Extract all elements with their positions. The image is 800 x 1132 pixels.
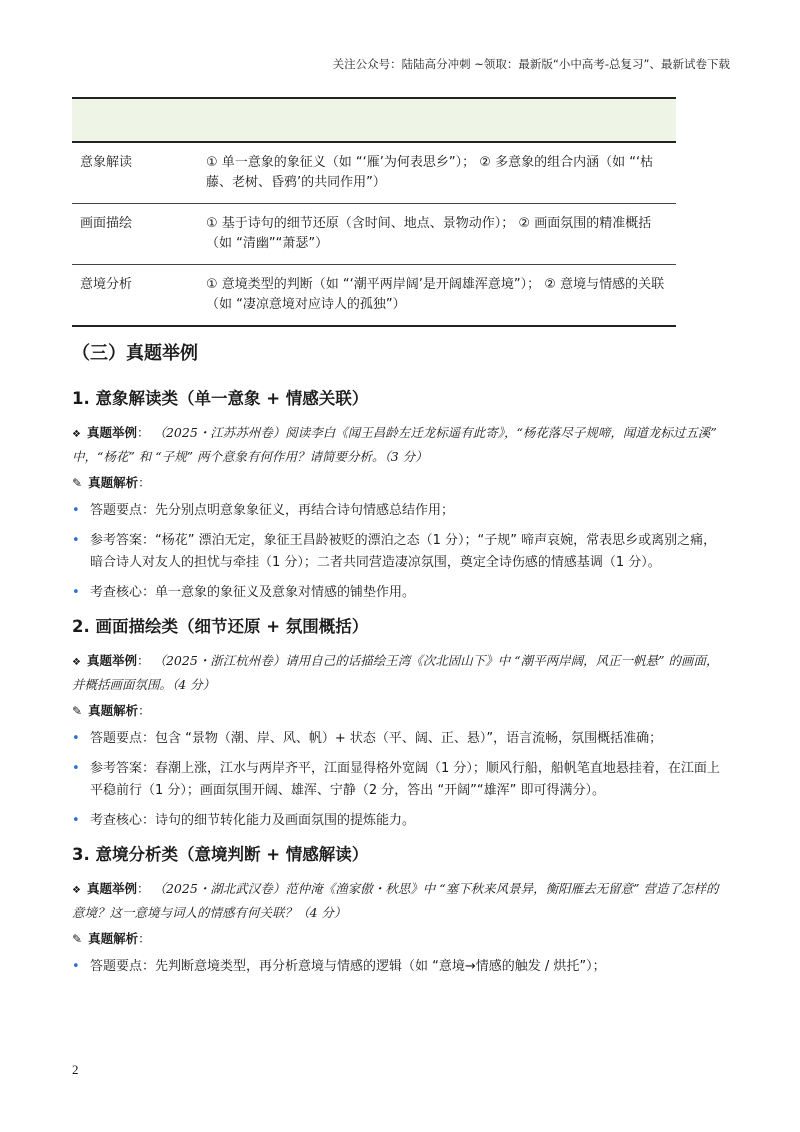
point-text: 参考答案：“杨花” 漂泊无定，象征王昌龄被贬的漂泊之态（1 分）；“子规” 啼声哀婉，常表思乡或离别之痛，暗合诗人对友人的担忧与牵挂（1 分）；二者共同营造凄凉氛围，奠定全诗伤感的情感基调（1 分）。 [90,533,717,570]
row-name: 意境分析 [80,277,133,292]
point-text: 考查核心：单一意象的象征义及意象对情感的铺垫作用。 [90,585,416,600]
bullet-icon: • [72,813,80,828]
question-paragraph: ❖ 真题举例： （2025・浙江杭州卷）请用自己的话描绘王湾《次北固山下》中 “潮平两岸阔，风正一帆悬” 的画面，并概括画面氛围。（4 分） [72,653,719,692]
analysis-heading: ✎ 真题解析： [72,475,151,490]
block-title: 3. 意境分析类（意境判断 + 情感解读） [72,845,369,864]
list-item [72,956,720,978]
analysis-heading: ✎ 真题解析： [72,703,151,718]
question-text: （2025・湖北武汉卷）范仲淹《渔家傲・秋思》中 “塞下秋来风景异，衡阳雁去无留意” 营造了怎样的意境？这一意境与词人的情感有何关联？（4 分） [72,881,719,920]
list-item [72,530,720,574]
summary-table [72,97,676,327]
row-desc: ① 基于诗句的细节还原（含时间、地点、景物动作）； ② 画面氛围的精准概括（如 “清幽”“萧瑟”） [206,216,652,251]
question-paragraph: ❖ 真题举例： （2025・湖北武汉卷）范仲淹《渔家傲・秋思》中 “塞下秋来风景异，衡阳雁去无留意” 营造了怎样的意境？这一意境与词人的情感有何关联？（4 分） [72,881,719,920]
example-label: 真题举例 [86,653,137,668]
example-label: 真题举例 [86,425,137,440]
bullet-icon: • [72,585,80,600]
list-item [72,500,720,522]
table-header-row [72,97,676,143]
row-desc: ① 单一意象的象征义（如 “‘雁’为何表思乡”）； ② 多意象的组合内涵（如 “‘枯藤、老树、昏鸦’的共同作用”） [206,155,654,190]
analysis-label: 真题解析 [88,703,139,718]
question-text: （2025・江苏苏州卷）阅读李白《闻王昌龄左迁龙标遥有此寄》，“杨花落尽子规啼，闻道龙标过五溪” 中，“杨花” 和 “子规” 两个意象有何作用？请简要分析。（3 分） [72,425,717,464]
example-block [72,614,720,832]
pencil-icon: ✎ [72,932,83,946]
bullet-icon: • [72,959,80,974]
row-desc: ① 意境类型的判断（如 “‘潮平两岸阔’是开阔雄浑意境”）； ② 意境与情感的关联（如 “凄凉意境对应诗人的孤独”） [206,277,665,312]
list-item [72,758,720,802]
analysis-label: 真题解析 [88,931,139,946]
question-text: （2025・浙江杭州卷）请用自己的话描绘王湾《次北固山下》中 “潮平两岸阔，风正一帆悬” 的画面，并概括画面氛围。（4 分） [72,653,719,692]
analysis-heading: ✎ 真题解析： [72,931,151,946]
bullet-icon: • [72,503,80,518]
block-title: 1. 意象解读类（单一意象 + 情感关联） [72,389,369,408]
page-number: 2 [72,1062,79,1077]
bullet-icon: • [72,761,80,776]
diamond-icon: ❖ [72,885,81,896]
table-row [72,204,676,265]
bullet-icon: • [72,731,80,746]
question-paragraph [72,422,720,468]
list-item [72,810,720,832]
section-title: （三）真题举例 [72,343,198,364]
pencil-icon: ✎ [72,704,83,718]
example-block [72,386,720,604]
point-text: 答题要点：包含 “景物（潮、岸、风、帆）+ 状态（平、阔、正、悬）”，语言流畅，氛围概括准确； [90,731,663,746]
example-label: 真题举例 [86,881,137,896]
example-block [72,842,720,978]
bullet-icon: • [72,533,80,548]
main-content [72,340,720,988]
analysis-label: 真题解析 [88,475,139,490]
diamond-icon: ❖ [72,429,81,440]
colon: ： [136,425,154,440]
point-text: 考查核心：诗句的细节转化能力及画面氛围的提炼能力。 [90,813,416,828]
block-title: 2. 画面描绘类（细节还原 + 氛围概括） [72,617,369,636]
list-item [72,582,720,604]
point-text: 答题要点：先判断意境类型，再分析意境与情感的逻辑（如 “意境→情感的触发 / 烘托”）； [90,959,606,974]
row-name: 画面描绘 [80,216,133,231]
table-row [72,265,676,327]
diamond-icon: ❖ [72,657,81,668]
list-item [72,728,720,750]
row-name: 意象解读 [80,155,133,170]
page-header: 关注公众号：陆陆高分冲刺 ~领取：最新版“小中高考-总复习”、最新试卷下载 [332,57,730,71]
point-text: 答题要点：先分别点明意象象征义，再结合诗句情感总结作用； [90,503,455,518]
pencil-icon: ✎ [72,476,83,490]
table-row [72,143,676,204]
point-text: 参考答案：春潮上涨，江水与两岸齐平，江面显得格外宽阔（1 分）；顺风行船，船帆笔直地悬挂着，在江面上平稳前行（1 分）；画面氛围开阔、雄浑、宁静（2 分，答出 “开阔”“雄浑” 即可得满分）。 [90,761,720,798]
